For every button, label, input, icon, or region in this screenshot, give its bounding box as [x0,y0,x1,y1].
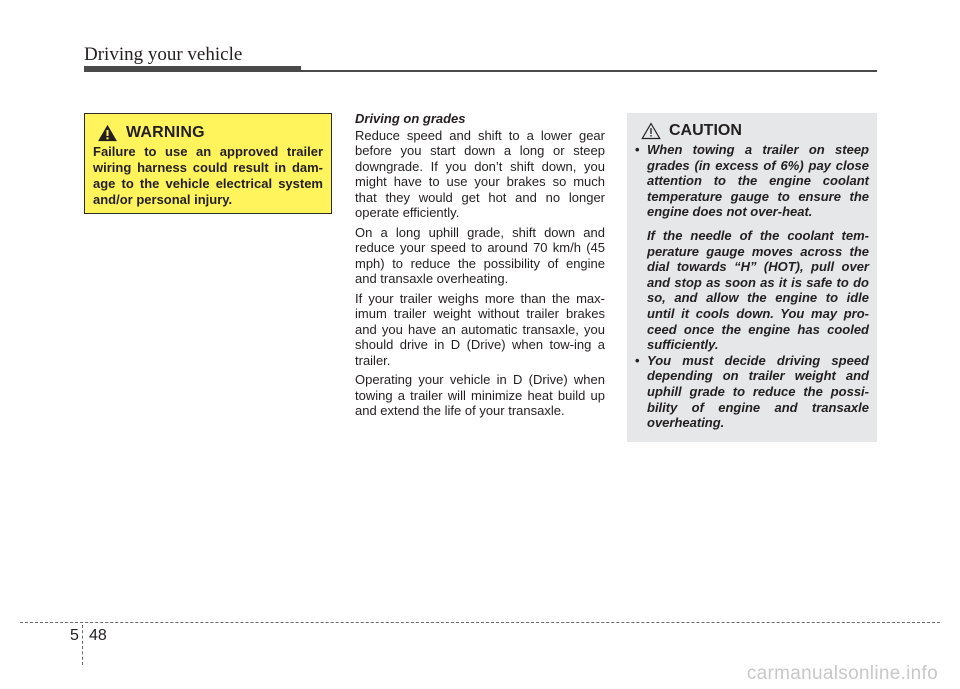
section-paragraph: On a long uphill grade, shift down and reduce your speed to around 70 km/h (45 mph) to reduce the possibility of engine and transaxle overheating. [355,224,605,286]
section-heading: Driving on grades [355,111,466,126]
warning-title: WARNING [126,124,205,141]
caution-item [633,142,869,353]
page-header-title: Driving your vehicle [84,44,243,65]
watermark: carmanualsonline.info [746,663,938,684]
footer-divider [82,625,83,665]
bullet: • [635,142,640,157]
warning-header [97,124,323,142]
caution-triangle-icon [641,122,661,140]
warning-text: Failure to use an approved trailer wiring harness could result in dam-age to the vehicle electrical system and/or personal injury. [93,144,323,207]
warning-triangle-icon [97,124,118,142]
caution-item-text: When towing a trailer on steep grades (in excess of 6%) pay close attention to the engine coolant temperature gauge to ensure the engine does not over-heat. [647,142,869,220]
caution-box [627,113,877,442]
header-rule-thick [84,66,301,72]
chapter-number: 5 [70,627,79,644]
page-number: 48 [89,627,107,644]
caution-item [633,353,869,431]
caution-list [633,142,869,431]
header-rule-thin [301,70,877,72]
footer-rule [20,622,940,623]
section-paragraph: Operating your vehicle in D (Drive) when towing a trailer will minimize heat build up and extend the life of your transaxle. [355,372,605,418]
caution-header [641,122,869,140]
grades-section [355,111,605,423]
bullet: • [635,352,640,368]
caution-title: CAUTION [669,122,742,139]
section-paragraph: If your trailer weighs more than the max-imum trailer weight without trailer brakes and you have an automatic transaxle, you should drive in D (Drive) when tow-ing a trailer. [355,290,605,368]
warning-box [84,113,332,214]
caution-item-text: If the needle of the coolant tem-perature gauge moves across the dial towards “H” (HOT), pull over and stop as soon as it is safe to do so, and allow the engine to idle until it cools down. You may pro-ceed once the engine has cooled sufficiently. [647,227,869,353]
section-paragraph: Reduce speed and shift to a lower gear before you start down a long or steep downgrade. If you don’t shift down, you might have to use your brakes so much that they would get hot and no longer operate efficiently. [355,127,605,220]
caution-item-text: You must decide driving speed depending on trailer weight and uphill grade to reduce the possi-bility of engine and transaxle overheating. [647,352,869,431]
